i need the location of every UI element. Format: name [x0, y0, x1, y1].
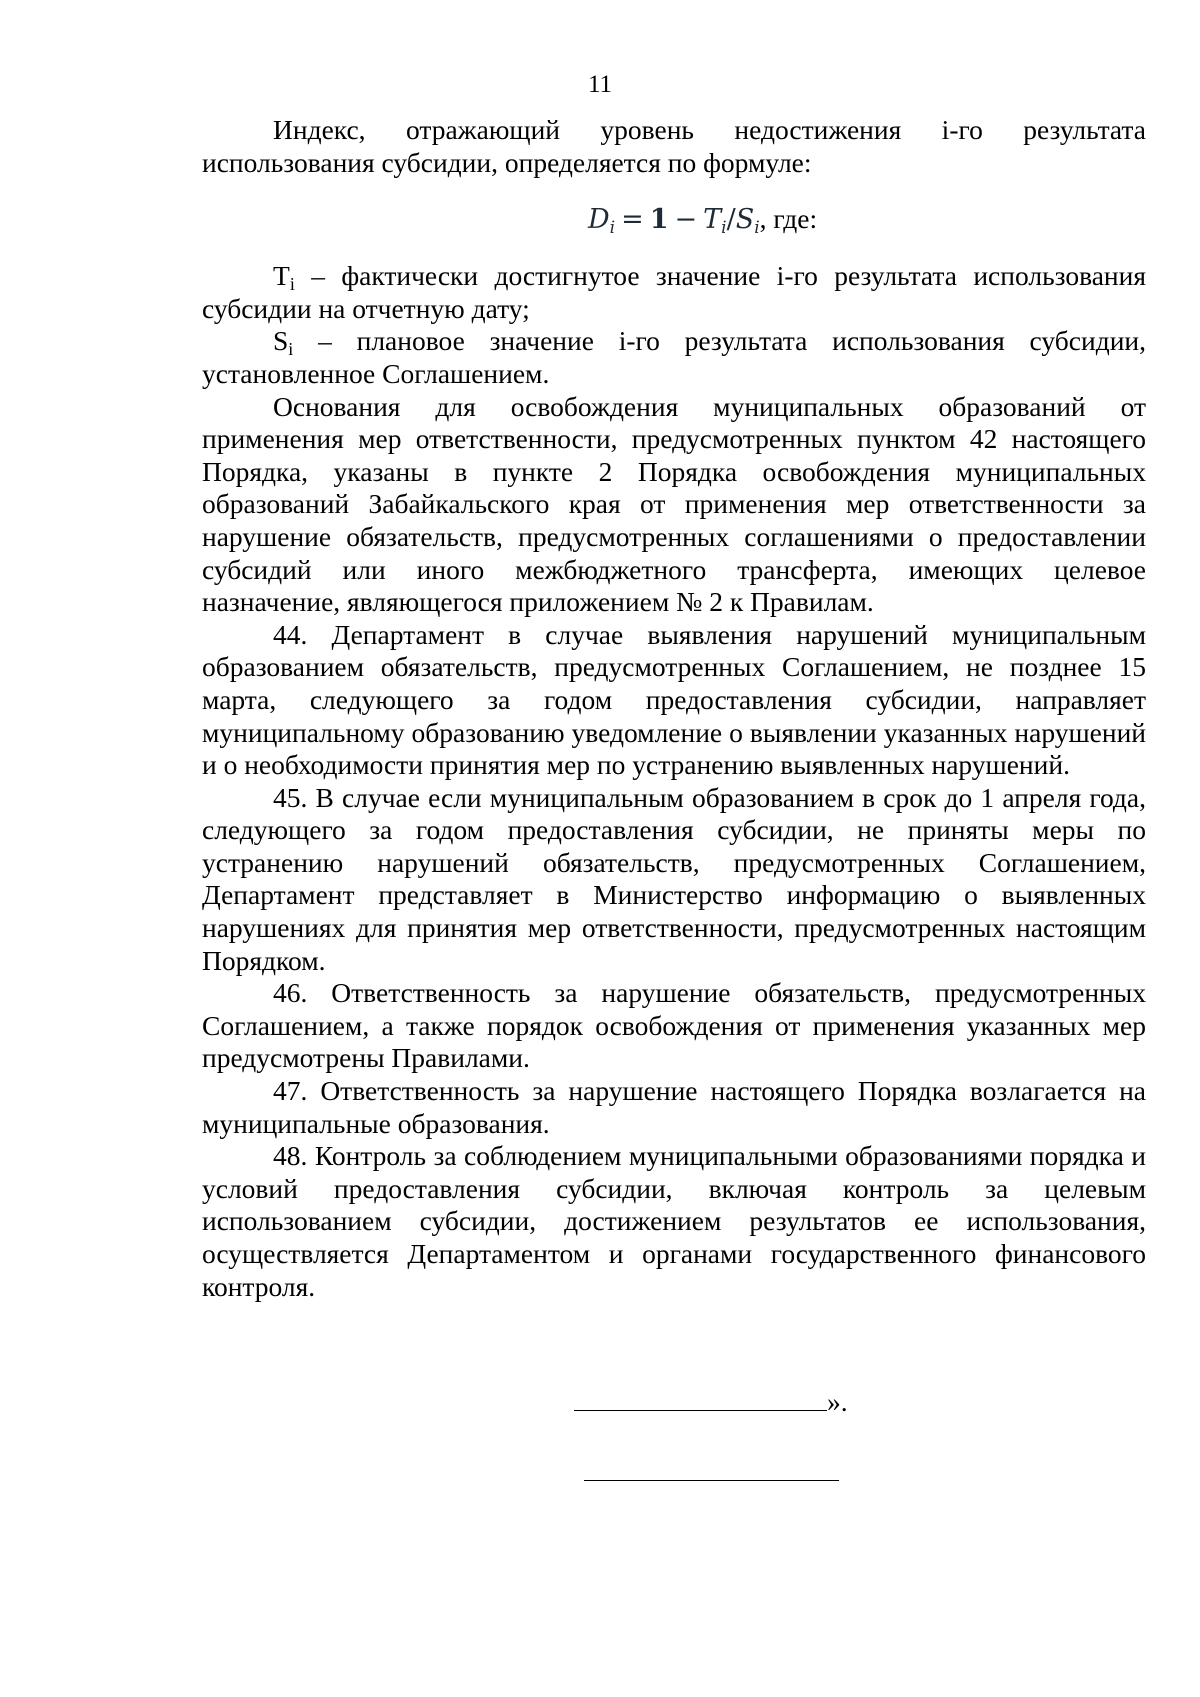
definition-s-symbol: S: [273, 325, 289, 357]
formula-one: 1: [649, 204, 669, 236]
paragraph-44: 44. Департамент в случае выявления нарушений муниципальным образованием обязательств, предусмотренных Соглашением, не позднее 15 марта, следующего за годом предоставления субсидии, направляет муниципальному образованию уведомление о выявлении указанных нарушений и о необходимости принятия мер по устранению выявленных нарушений.: [202, 618, 1146, 781]
end-separator-line: [584, 1480, 839, 1481]
document-body: [202, 114, 1146, 1303]
formula-equals: =: [621, 204, 644, 236]
closing-quote-mark: ».: [827, 1386, 848, 1417]
definition-s: [202, 325, 1146, 390]
definition-s-text: – плановое значение i-го результата использования субсидии, установленное Соглашением.: [202, 325, 1146, 389]
formula-t-sub: i: [721, 218, 727, 239]
definition-t-text: – фактически достигнутое значение i-го результата использования субсидии на отчетную дату;: [202, 260, 1146, 324]
definition-t: [202, 260, 1146, 325]
formula-d: D: [588, 204, 610, 236]
definition-t-sub: i: [289, 274, 295, 295]
formula-expression: [588, 204, 760, 239]
formula-minus: −: [674, 204, 698, 236]
paragraph-47: 47. Ответственность за нарушение настоящего Порядка возлагается на муниципальные образования.: [202, 1075, 1146, 1139]
closing-underline: [574, 1386, 827, 1411]
formula-d-sub: i: [609, 218, 616, 239]
formula-suffix: , где:: [759, 203, 818, 235]
definition-s-sub: i: [288, 339, 294, 360]
formula: [202, 197, 1146, 242]
paragraph-45: 45. В случае если муниципальным образованием в срок до 1 апреля года, следующего за годом предоставления субсидии, не приняты меры по устранению нарушений обязательств, предусмотренных Соглашением, Департамент представляет в Министерство информацию о выявленных нарушениях для принятия мер ответственности, предусмотренных настоящим Порядком.: [202, 781, 1146, 976]
definition-t-symbol: T: [273, 260, 290, 292]
paragraph-48: 48. Контроль за соблюдением муниципальными образованиями порядка и условий предоставления субсидии, включая контроль за целевым использованием субсидии, достижением результатов ее использования, осуществляется Департаментом и органами государственного финансового контроля.: [202, 1140, 1146, 1302]
formula-s: S: [735, 204, 755, 236]
formula-t: T: [703, 204, 722, 236]
closing-line: [574, 1386, 848, 1418]
paragraph-46: 46. Ответственность за нарушение обязательств, предусмотренных Соглашением, а также порядок освобождения от применения указанных мер предусмотрены Правилами.: [202, 977, 1146, 1074]
formula-s-sub: i: [754, 218, 760, 239]
page-number: 11: [587, 71, 613, 98]
paragraph-exemption-grounds: Основания для освобождения муниципальных образований от применения мер ответственности, предусмотренных пунктом 42 настоящего Порядка, указаны в пункте 2 Порядка освобождения муниципальных образований Забайкальского края от применения мер ответственности за нарушение обязательств, предусмотренных соглашениями о предоставлении субсидий или иного межбюджетного трансферта, имеющих целевое назначение, являющегося приложением № 2 к Правилам.: [202, 390, 1146, 618]
formula-slash: /: [726, 204, 736, 236]
intro-paragraph: Индекс, отражающий уровень недостижения i-го результата использования субсидии, определяется по формуле:: [202, 114, 1146, 178]
